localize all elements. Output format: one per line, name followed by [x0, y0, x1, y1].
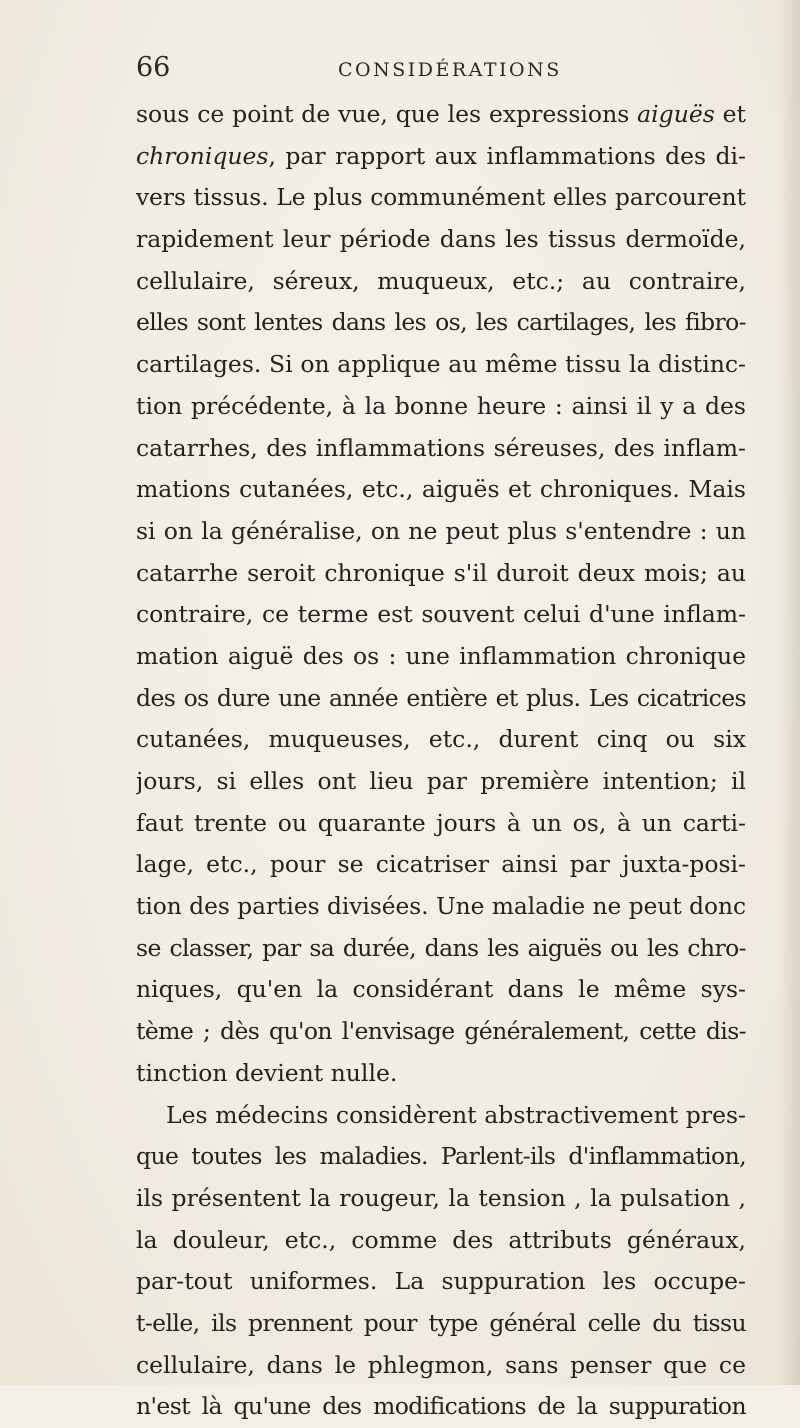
text-line-4: rapidement leur période dans les tissus dermoïde, [136, 225, 746, 254]
text-line-32: n'est là qu'une des modifications de la suppuration [136, 1392, 746, 1421]
text-line-21: se classer, par sa durée, dans les aiguës ou les chro- [136, 933, 746, 962]
text-line-19: lage, etc., pour se cicatriser ainsi par juxta-posi- [136, 850, 746, 879]
text-line-20: tion des parties divisées. Une maladie ne peut donc [136, 893, 746, 921]
italic-term: chroniques [136, 141, 269, 170]
text-line-17: jours, si elles ont lieu par première intention; il [136, 767, 746, 795]
text-line-7: cartilages. Si on applique au même tissu la distinc- [136, 350, 746, 379]
text-line-14: mation aiguë des os : une inflammation chronique [136, 641, 746, 670]
text-line-31: cellulaire, dans le phlegmon, sans penser que ce [136, 1350, 746, 1379]
text-line-28: la douleur, etc., comme des attributs généraux, [136, 1225, 746, 1254]
text-line-13: contraire, ce terme est souvent celui d'une inflam- [136, 600, 746, 629]
text-line-6: elles sont lentes dans les os, les cartilages, les fibro- [136, 308, 746, 337]
text-line-18: faut trente ou quarante jours à un os, à un carti- [136, 808, 746, 837]
text-line-27: ils présentent la rougeur, la tension , la pulsation , [136, 1183, 746, 1212]
text-line-24: tinction devient nulle. [136, 1058, 398, 1087]
text-line-23: tème ; dès qu'on l'envisage généralement, cette dis- [136, 1017, 746, 1046]
page-number: 66 [136, 52, 171, 83]
text-line-26: que toutes les maladies. Parlent-ils d'inflammation, [136, 1142, 746, 1171]
text-line-12: catarrhe seroit chronique s'il duroit deux mois; au [136, 558, 746, 587]
body-text [136, 94, 746, 1428]
text-line-8: tion précédente, à la bonne heure : ainsi il y a des [136, 391, 746, 420]
text-line-25: Les médecins considèrent abstractivement pres- [166, 1100, 746, 1129]
page-header [136, 48, 736, 88]
text-line-29: par-tout uniformes. La suppuration les occupe- [136, 1267, 746, 1296]
italic-term: aiguës [637, 100, 715, 128]
text-line-22: niques, qu'en la considérant dans le même sys- [136, 975, 746, 1004]
text-line-9: catarrhes, des inflammations séreuses, des inflam- [136, 433, 746, 462]
text-line-11: si on la généralise, on ne peut plus s'entendre : un [136, 516, 746, 545]
text-line-15: des os dure une année entière et plus. Les cicatrices [136, 683, 746, 712]
text-line-16: cutanées, muqueuses, etc., durent cinq ou six [136, 725, 746, 754]
text-line-10: mations cutanées, etc., aiguës et chroniques. Mais [136, 475, 746, 504]
text-line-3: vers tissus. Le plus communément elles parcourent [136, 184, 746, 212]
text-line-1: sous ce point de vue, que les expressions aiguës et [136, 100, 746, 128]
running-head: CONSIDÉRATIONS [338, 59, 562, 81]
text-line-2: chroniques, par rapport aux inflammations des di- [136, 141, 746, 170]
text-line-30: t-elle, ils prennent pour type général celle du tissu [136, 1308, 746, 1337]
page-edge-shadow [778, 0, 800, 1385]
text-line-5: cellulaire, séreux, muqueux, etc.; au contraire, [136, 266, 746, 295]
